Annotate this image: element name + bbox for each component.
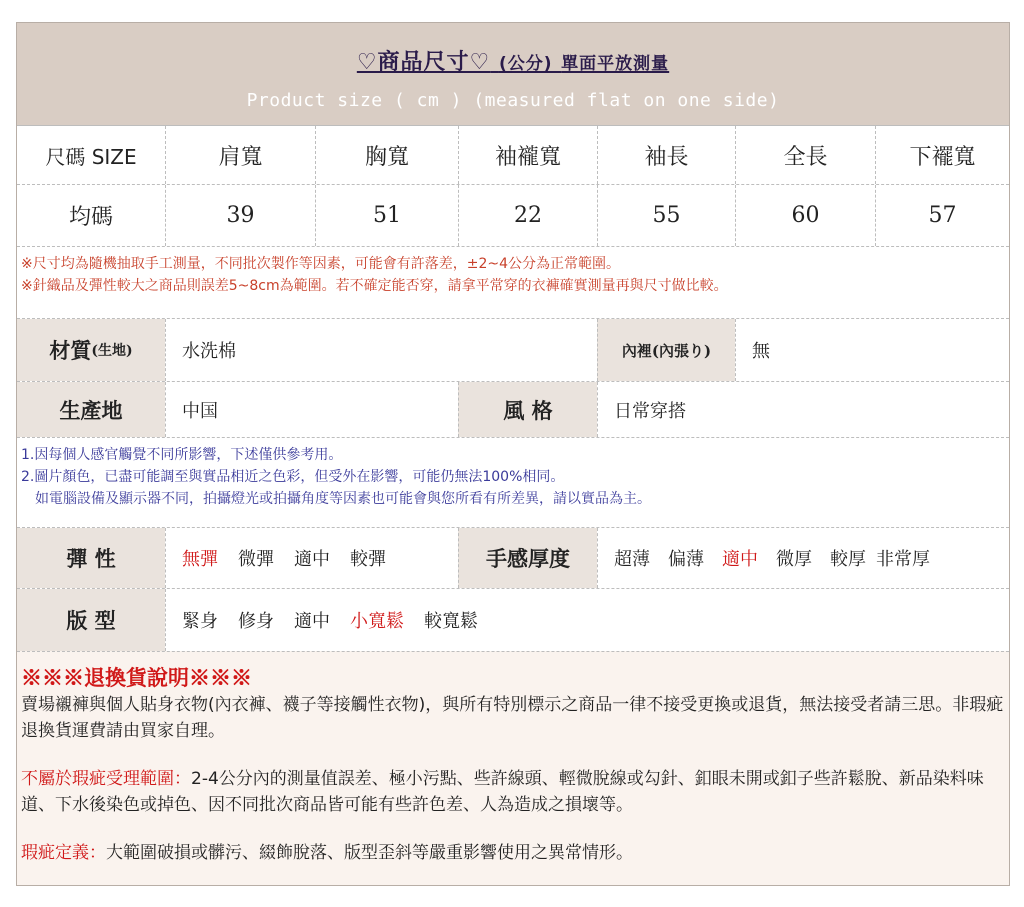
thickness-option: 適中 [722,549,758,570]
product-size-sheet [16,22,1010,886]
size-col-header: 尺碼 SIZE [45,144,137,169]
measure-notes [17,246,1009,318]
defect-definition [21,840,1005,866]
elasticity-option: 無彈 [182,549,218,570]
style-value: 日常穿搭 [597,382,1009,437]
origin-label: 生產地 [17,382,165,437]
thickness-option: 非常厚 [876,549,930,570]
style-label: 風 格 [458,382,597,437]
color-note: 2.圖片顏色，已盡可能調至與實品相近之色彩，但受外在影響，可能仍無法100%相同。 [21,469,565,485]
thickness-label: 手感厚度 [458,528,597,588]
thickness-options [597,528,1009,588]
origin-value: 中国 [165,382,458,437]
fit-label: 版 型 [17,589,165,651]
length-col-header: 全長 [735,126,875,184]
return-policy-text: 賣場襯褲與個人貼身衣物(內衣褲、襪子等接觸性衣物)，與所有特別標示之商品一律不接受更換或退貨，無法接受者請三思。非瑕疵退換貨運費請由買家自理。 [21,695,1004,741]
size-subtitle: Product size ( cm ) (measured flat on one side) [246,90,780,111]
elasticity-options [165,528,458,588]
fit-option: 修身 [238,611,274,632]
defect-label: 瑕疵定義： [21,843,106,863]
fit-option: 較寬鬆 [424,611,478,632]
defect-text: 大範圍破損或髒污、綴飾脫落、版型歪斜等嚴重影響使用之異常情形。 [106,843,633,863]
material-label-text: 材質 [49,338,92,363]
measure-note: ※針織品及彈性較大之商品則誤差5~8cm為範圍。若不確定能否穿，請拿平常穿的衣褲確實測量再與尺寸做比較。 [21,278,728,294]
elasticity-option: 較彈 [350,549,386,570]
color-notes [17,437,1009,527]
size-title [357,45,669,76]
armhole-value: 22 [458,185,597,246]
non-defect-label: 不屬於瑕疵受理範圍： [21,769,191,789]
size-header-row [17,125,1009,184]
hem-col-header: 下襬寬 [875,126,1009,184]
fit-option: 緊身 [182,611,218,632]
thickness-option: 較厚 [830,549,866,570]
elasticity-label: 彈 性 [17,528,165,588]
color-note: 1.因每個人感官觸覺不同所影響，下述僅供參考用。 [21,447,343,463]
size-value-row [17,184,1009,246]
chest-col-header: 胸寬 [315,126,458,184]
elasticity-option: 適中 [294,549,330,570]
origin-row [17,381,1009,437]
size-title-unit: (公分) [498,54,553,74]
shoulder-col-header: 肩寬 [165,126,315,184]
material-label-sub: (生地) [91,343,133,359]
lining-value: 無 [735,319,1009,381]
color-note: 如電腦設備及顯示器不同，拍攝燈光或拍攝角度等因素也可能會與您所看有所差異，請以實品為主。 [21,491,651,507]
thickness-option: 超薄 [614,549,650,570]
return-policy [17,651,1009,885]
sleeve-value: 55 [597,185,735,246]
material-row [17,318,1009,381]
non-defect-scope [21,766,1005,818]
hem-value: 57 [875,185,1009,246]
size-row-label: 均碼 [68,205,113,230]
size-title-note: 單面平放測量 [561,54,670,74]
material-value: 水洗棉 [165,319,597,381]
fit-option: 小寬鬆 [350,611,404,632]
armhole-col-header: 袖襱寬 [458,126,597,184]
material-label [17,319,165,381]
length-value: 60 [735,185,875,246]
thickness-option: 偏薄 [668,549,704,570]
shoulder-value: 39 [165,185,315,246]
non-defect-text: 2-4公分內的測量值誤差、極小污點、些許線頭、輕微脫線或勾針、釦眼未開或釦子些許鬆脫、新品染料味道、下水後染色或掉色、因不同批次商品皆可能有些許色差、人為造成之損壞等。 [21,769,984,815]
chest-value: 51 [315,185,458,246]
elasticity-option: 微彈 [238,549,274,570]
measure-note: ※尺寸均為隨機抽取手工測量，不同批次製作等因素，可能會有許落差，±2~4公分為正常範圍。 [21,256,621,272]
size-header [17,23,1009,125]
fit-options [165,589,1009,651]
lining-label: 內裡(內張り) [597,319,735,381]
fit-row [17,588,1009,651]
size-title-main: ♡商品尺寸♡ [356,50,491,75]
return-policy-title: ※※※退換貨說明※※※ [21,665,252,690]
elasticity-row [17,527,1009,588]
sleeve-col-header: 袖長 [597,126,735,184]
fit-option: 適中 [294,611,330,632]
thickness-option: 微厚 [776,549,812,570]
